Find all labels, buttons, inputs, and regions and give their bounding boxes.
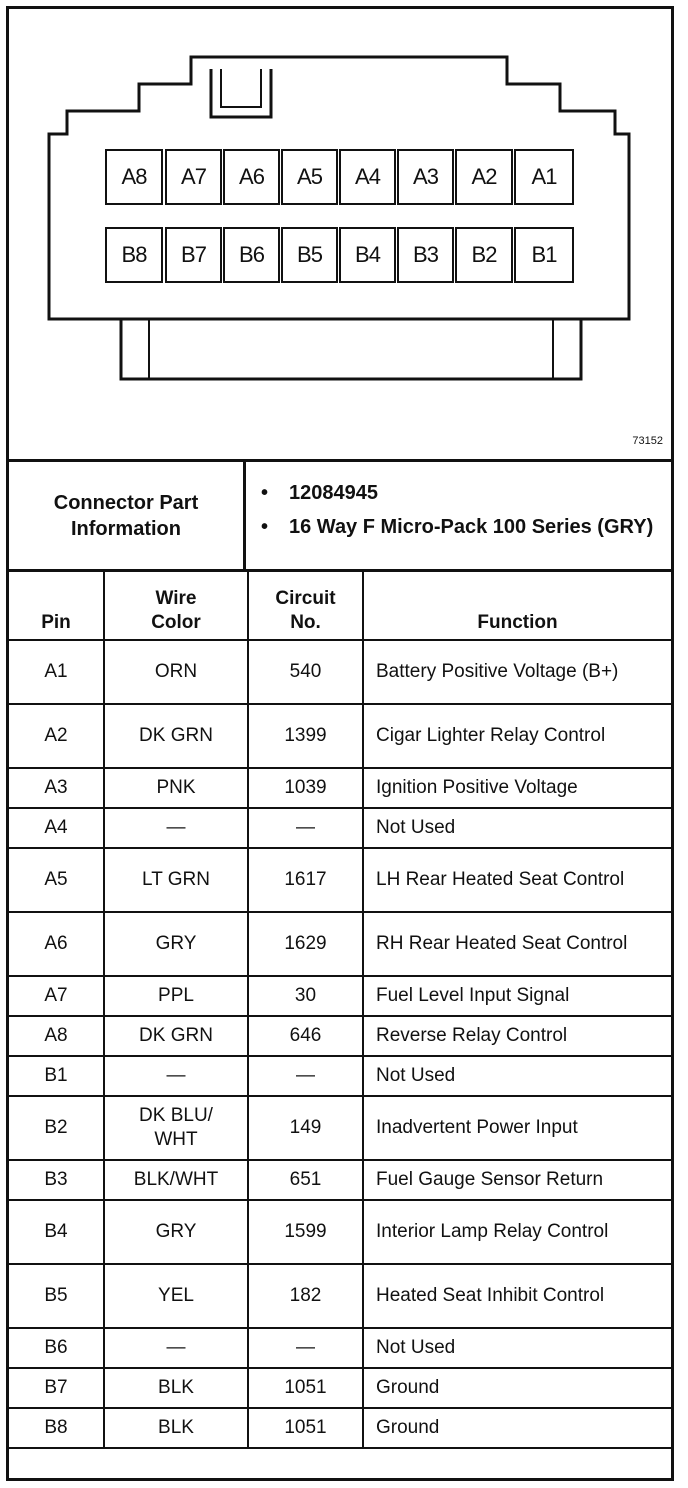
wire-color-cell: BLK [104,1368,248,1408]
pin-cavity-a3: A3 [397,149,454,205]
function-cell: Interior Lamp Relay Control [363,1200,671,1264]
pin-cavity-b8: B8 [105,227,163,283]
circuit-cell: — [248,1056,363,1096]
function-cell: Not Used [363,1328,671,1368]
pin-cavity-b4: B4 [339,227,396,283]
table-row [9,1200,671,1264]
table-row [9,1160,671,1200]
wire-color-cell: — [104,808,248,848]
pin-cavity-a6: A6 [223,149,280,205]
pin-cavity-b6: B6 [223,227,280,283]
circuit-cell: — [248,1328,363,1368]
pin-cell: A4 [9,808,104,848]
function-cell: Fuel Gauge Sensor Return [363,1160,671,1200]
connector-diagram [9,9,671,459]
pin-cell: A6 [9,912,104,976]
info-label: Connector Part Information [9,462,246,569]
function-cell: Reverse Relay Control [363,1016,671,1056]
bullet-icon: • [261,516,269,538]
pin-cell: B4 [9,1200,104,1264]
foot-outline [121,319,581,379]
pin-cell: A7 [9,976,104,1016]
info-list [261,480,661,548]
pin-cell: A8 [9,1016,104,1056]
wire-color-cell: PPL [104,976,248,1016]
pin-cell: B5 [9,1264,104,1328]
table-row [9,1408,671,1448]
circuit-cell: 540 [248,640,363,704]
function-cell: Ignition Positive Voltage [363,768,671,808]
table-row [9,768,671,808]
circuit-cell: 30 [248,976,363,1016]
table-row [9,976,671,1016]
function-cell: Ground [363,1408,671,1448]
pin-cell: A3 [9,768,104,808]
wire-color-cell: — [104,1328,248,1368]
table-row [9,1096,671,1160]
wire-color-cell: ORN [104,640,248,704]
pin-cell: A1 [9,640,104,704]
connector-description: 16 Way F Micro-Pack 100 Series (GRY) [289,516,654,538]
function-cell: Fuel Level Input Signal [363,976,671,1016]
circuit-cell: 149 [248,1096,363,1160]
circuit-cell: 1039 [248,768,363,808]
pin-cell: B2 [9,1096,104,1160]
pin-cell: B8 [9,1408,104,1448]
wire-color-cell: LT GRN [104,848,248,912]
pin-cavity-a7: A7 [165,149,222,205]
pin-cavity-b3: B3 [397,227,454,283]
wire-color-cell: BLK [104,1408,248,1448]
pin-cavity-a8: A8 [105,149,163,205]
pin-cavity-a2: A2 [455,149,513,205]
wire-color-cell: BLK/WHT [104,1160,248,1200]
wire-color-cell: — [104,1056,248,1096]
table-row [9,1264,671,1328]
pin-cavity-a4: A4 [339,149,396,205]
pin-cell: B7 [9,1368,104,1408]
circuit-cell: 182 [248,1264,363,1328]
table-row [9,1328,671,1368]
circuit-cell: 1051 [248,1368,363,1408]
table-header-row [9,571,671,641]
header-circuit-no: Circuit No. [248,571,363,641]
table-body [9,640,671,1448]
table-row [9,1368,671,1408]
circuit-cell: 1629 [248,912,363,976]
table-row [9,640,671,704]
circuit-cell: 1599 [248,1200,363,1264]
wire-color-cell: DK GRN [104,704,248,768]
function-cell: Not Used [363,1056,671,1096]
connector-part-information [9,459,671,569]
wire-color-cell: GRY [104,1200,248,1264]
info-item-part-number [261,480,661,506]
pin-cavity-a5: A5 [281,149,338,205]
function-cell: Not Used [363,808,671,848]
wire-color-cell: YEL [104,1264,248,1328]
wire-color-cell: GRY [104,912,248,976]
header-wire-color: Wire Color [104,571,248,641]
circuit-cell: 1399 [248,704,363,768]
wire-color-cell: DK BLU/ WHT [104,1096,248,1160]
pin-cell: B1 [9,1056,104,1096]
bullet-icon: • [261,482,269,504]
pin-cell: A2 [9,704,104,768]
part-number: 12084945 [289,482,378,504]
table-row [9,1016,671,1056]
pin-cavity-a1: A1 [514,149,574,205]
table-row [9,704,671,768]
circuit-cell: 1051 [248,1408,363,1448]
function-cell: LH Rear Heated Seat Control [363,848,671,912]
table-row [9,848,671,912]
pin-cell: B6 [9,1328,104,1368]
table-row [9,808,671,848]
header-pin: Pin [9,571,104,641]
pinout-table [9,569,671,1449]
table-row [9,1056,671,1096]
function-cell: Cigar Lighter Relay Control [363,704,671,768]
function-cell: Inadvertent Power Input [363,1096,671,1160]
latch-inner [221,69,261,107]
pin-cavity-b1: B1 [514,227,574,283]
function-cell: RH Rear Heated Seat Control [363,912,671,976]
function-cell: Heated Seat Inhibit Control [363,1264,671,1328]
connector-sheet [6,6,674,1481]
pin-cell: B3 [9,1160,104,1200]
wire-color-cell: DK GRN [104,1016,248,1056]
pin-cavity-b2: B2 [455,227,513,283]
function-cell: Ground [363,1368,671,1408]
table-row [9,912,671,976]
pin-cavity-b5: B5 [281,227,338,283]
header-function: Function [363,571,671,641]
figure-number: 73152 [632,435,663,447]
wire-color-cell: PNK [104,768,248,808]
circuit-cell: — [248,808,363,848]
info-item-description [261,514,661,540]
circuit-cell: 1617 [248,848,363,912]
function-cell: Battery Positive Voltage (B+) [363,640,671,704]
circuit-cell: 651 [248,1160,363,1200]
circuit-cell: 646 [248,1016,363,1056]
pin-cell: A5 [9,848,104,912]
pin-cavity-b7: B7 [165,227,222,283]
